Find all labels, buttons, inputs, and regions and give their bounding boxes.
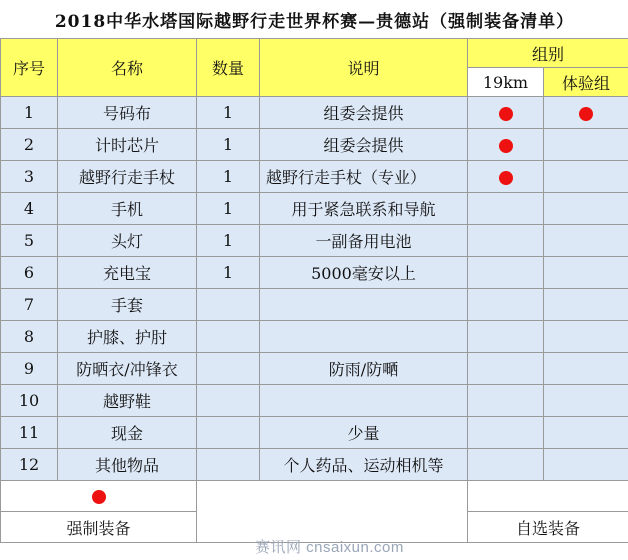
row-seq: 12 <box>1 449 58 481</box>
row-qty: 1 <box>197 129 260 161</box>
row-name: 其他物品 <box>58 449 197 481</box>
row-seq: 8 <box>1 321 58 353</box>
row-group-trial <box>544 449 628 481</box>
row-group-19km <box>468 353 544 385</box>
row-qty <box>197 289 260 321</box>
row-name: 手套 <box>58 289 197 321</box>
row-seq: 3 <box>1 161 58 193</box>
row-group-trial <box>544 97 628 129</box>
row-group-trial <box>544 321 628 353</box>
row-group-trial <box>544 129 628 161</box>
legend-mandatory-swatch <box>1 481 197 512</box>
row-qty <box>197 417 260 449</box>
row-seq: 1 <box>1 97 58 129</box>
row-qty: 1 <box>197 193 260 225</box>
mandatory-dot-icon <box>499 107 513 121</box>
row-seq: 4 <box>1 193 58 225</box>
row-seq: 2 <box>1 129 58 161</box>
row-desc: 一副备用电池 <box>260 225 468 257</box>
table-row <box>1 321 628 353</box>
row-desc: 防雨/防嗮 <box>260 353 468 385</box>
row-qty <box>197 353 260 385</box>
row-name: 计时芯片 <box>58 129 197 161</box>
row-group-19km <box>468 321 544 353</box>
header-group-trial: 体验组 <box>544 68 628 97</box>
row-desc: 少量 <box>260 417 468 449</box>
table-row <box>1 385 628 417</box>
row-group-trial <box>544 289 628 321</box>
row-group-19km <box>468 161 544 193</box>
row-group-19km <box>468 289 544 321</box>
row-seq: 6 <box>1 257 58 289</box>
table-row <box>1 129 628 161</box>
row-name: 防晒衣/冲锋衣 <box>58 353 197 385</box>
header-qty: 数量 <box>197 39 260 97</box>
row-group-19km <box>468 385 544 417</box>
row-name: 越野行走手杖 <box>58 161 197 193</box>
row-seq: 9 <box>1 353 58 385</box>
row-group-19km <box>468 449 544 481</box>
page-title: 2018中华水塔国际越野行走世界杯赛—贵德站（强制装备清单） <box>1 1 628 39</box>
row-group-19km <box>468 225 544 257</box>
row-name: 手机 <box>58 193 197 225</box>
row-seq: 10 <box>1 385 58 417</box>
row-group-19km <box>468 417 544 449</box>
table-row <box>1 97 628 129</box>
row-seq: 5 <box>1 225 58 257</box>
table-row <box>1 417 628 449</box>
row-qty <box>197 385 260 417</box>
legend-spacer <box>197 481 468 543</box>
row-desc <box>260 385 468 417</box>
row-qty: 1 <box>197 225 260 257</box>
mandatory-dot-icon <box>579 107 593 121</box>
legend-optional-swatch <box>468 481 628 512</box>
row-desc: 个人药品、运动相机等 <box>260 449 468 481</box>
row-desc <box>260 321 468 353</box>
row-group-19km <box>468 193 544 225</box>
legend-mandatory-label: 强制装备 <box>1 512 197 543</box>
table-row <box>1 161 628 193</box>
row-qty: 1 <box>197 257 260 289</box>
table-row <box>1 225 628 257</box>
row-name: 现金 <box>58 417 197 449</box>
row-name: 护膝、护肘 <box>58 321 197 353</box>
mandatory-dot-icon <box>499 139 513 153</box>
row-group-trial <box>544 417 628 449</box>
row-desc: 组委会提供 <box>260 97 468 129</box>
row-group-trial <box>544 385 628 417</box>
row-desc: 越野行走手杖（专业） <box>260 161 468 193</box>
row-group-trial <box>544 225 628 257</box>
row-group-19km <box>468 97 544 129</box>
mandatory-dot-icon <box>499 171 513 185</box>
header-group: 组别 <box>468 39 628 68</box>
row-qty <box>197 449 260 481</box>
row-seq: 7 <box>1 289 58 321</box>
header-desc: 说明 <box>260 39 468 97</box>
table-row <box>1 193 628 225</box>
row-desc: 用于紧急联系和导航 <box>260 193 468 225</box>
header-name: 名称 <box>58 39 197 97</box>
header-group-19km: 19km <box>468 68 544 97</box>
row-name: 充电宝 <box>58 257 197 289</box>
row-group-trial <box>544 353 628 385</box>
row-name: 头灯 <box>58 225 197 257</box>
mandatory-dot-icon <box>92 490 106 504</box>
row-name: 号码布 <box>58 97 197 129</box>
row-desc: 组委会提供 <box>260 129 468 161</box>
row-group-trial <box>544 161 628 193</box>
row-qty: 1 <box>197 97 260 129</box>
table-row <box>1 449 628 481</box>
row-group-trial <box>544 257 628 289</box>
table-row <box>1 257 628 289</box>
row-qty: 1 <box>197 161 260 193</box>
row-group-19km <box>468 257 544 289</box>
row-name: 越野鞋 <box>58 385 197 417</box>
row-group-19km <box>468 129 544 161</box>
watermark: 赛讯网 cnsaixun.com <box>255 539 404 556</box>
header-seq: 序号 <box>1 39 58 97</box>
table-row <box>1 289 628 321</box>
row-seq: 11 <box>1 417 58 449</box>
row-qty <box>197 321 260 353</box>
row-desc <box>260 289 468 321</box>
row-group-trial <box>544 193 628 225</box>
table-row <box>1 353 628 385</box>
legend-optional-label: 自选装备 <box>468 512 628 543</box>
row-desc: 5000毫安以上 <box>260 257 468 289</box>
